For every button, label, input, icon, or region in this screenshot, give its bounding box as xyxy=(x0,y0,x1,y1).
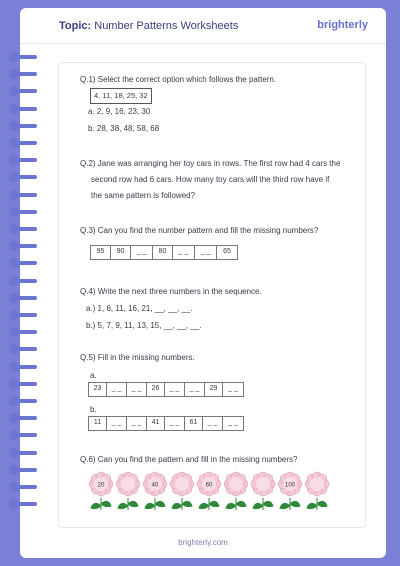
flower xyxy=(221,470,251,514)
binding-ring xyxy=(9,207,39,217)
q1-option-a: a. 2, 9, 16, 23, 30 xyxy=(88,107,151,116)
q6-flower-sequence xyxy=(86,470,336,514)
q2-line-2: second row had 6 cars. How many toy cars will the third row have if xyxy=(91,175,330,184)
seq-cell: _ _ xyxy=(195,246,217,259)
q5-sequence-b xyxy=(88,416,244,431)
spiral-binding xyxy=(9,52,39,512)
seq-cell: 41 xyxy=(147,417,165,430)
binding-ring xyxy=(9,104,39,114)
seq-cell: _ _ xyxy=(203,417,223,430)
binding-ring xyxy=(9,396,39,406)
seq-cell: _ _ xyxy=(131,246,153,259)
flower-number: 100 xyxy=(284,482,296,489)
seq-cell: 11 xyxy=(89,417,107,430)
footer-site: brighterly.com xyxy=(178,538,228,547)
seq-cell: _ _ xyxy=(107,383,127,396)
seq-cell: 29 xyxy=(205,383,223,396)
q2-line-1: Q.2) Jane was arranging her toy cars in rows. The first row had 4 cars the xyxy=(80,159,341,168)
binding-ring xyxy=(9,327,39,337)
flower xyxy=(194,470,224,514)
flower-icon xyxy=(302,470,332,514)
binding-ring xyxy=(9,482,39,492)
seq-cell: _ _ xyxy=(228,385,238,392)
topic-heading xyxy=(59,20,238,32)
flower-icon xyxy=(248,470,278,514)
q6-text: Q.6) Can you find the pattern and fill in the missing numbers? xyxy=(80,455,298,464)
flower-number: 60 xyxy=(205,482,213,489)
seq-cell: 23 xyxy=(89,383,107,396)
topic-label: Topic: xyxy=(59,20,92,32)
binding-ring xyxy=(9,86,39,96)
q5-label-a: a. xyxy=(90,371,97,380)
worksheet-header xyxy=(20,8,386,44)
flower xyxy=(275,470,305,514)
q5-label-b: b. xyxy=(90,405,97,414)
q5-sequence-a xyxy=(88,382,244,397)
seq-cell: 26 xyxy=(147,383,165,396)
flower-icon xyxy=(167,470,197,514)
q4-item-a: a.) 1, 6, 11, 16, 21, __, __, __. xyxy=(86,304,193,313)
binding-ring xyxy=(9,465,39,475)
binding-ring xyxy=(9,138,39,148)
seq-cell: _ _ xyxy=(127,383,147,396)
flower xyxy=(248,470,278,514)
binding-ring xyxy=(9,172,39,182)
flower-number: 20 xyxy=(97,482,105,489)
binding-ring xyxy=(9,499,39,509)
seq-cell: _ _ xyxy=(173,246,195,259)
q3-text: Q.3) Can you find the number pattern and fill the missing numbers? xyxy=(80,226,319,235)
q3-sequence-boxes xyxy=(90,245,238,260)
seq-cell: _ _ xyxy=(228,419,238,426)
q2-line-3: the same pattern is followed? xyxy=(91,191,196,200)
flower xyxy=(113,470,143,514)
flower-icon xyxy=(86,470,116,514)
seq-cell: _ _ xyxy=(107,417,127,430)
q4-text: Q.4) Write the next three numbers in the sequence. xyxy=(80,287,262,296)
binding-ring xyxy=(9,448,39,458)
binding-ring xyxy=(9,310,39,320)
binding-ring xyxy=(9,121,39,131)
seq-cell: 80 xyxy=(153,246,173,259)
seq-cell: 61 xyxy=(185,417,203,430)
seq-cell: _ _ xyxy=(185,383,205,396)
brighterly-logo: brighterly xyxy=(317,19,368,31)
flower xyxy=(140,470,170,514)
binding-ring xyxy=(9,224,39,234)
binding-ring xyxy=(9,430,39,440)
flower xyxy=(86,470,116,514)
binding-ring xyxy=(9,69,39,79)
flower xyxy=(167,470,197,514)
binding-ring xyxy=(9,413,39,423)
q1-option-b: b. 28, 38, 48, 58, 68 xyxy=(88,124,160,133)
seq-cell: _ _ xyxy=(165,417,185,430)
binding-ring xyxy=(9,293,39,303)
binding-ring xyxy=(9,241,39,251)
binding-ring xyxy=(9,155,39,165)
topic-title: Number Patterns Worksheets xyxy=(94,20,239,32)
flower-icon xyxy=(140,470,170,514)
flower-icon xyxy=(221,470,251,514)
seq-cell: 65 xyxy=(223,248,231,255)
flower-number: 40 xyxy=(151,482,159,489)
seq-cell: 95 xyxy=(91,246,111,259)
binding-ring xyxy=(9,258,39,268)
binding-ring xyxy=(9,276,39,286)
flower-icon xyxy=(113,470,143,514)
seq-cell: _ _ xyxy=(127,417,147,430)
seq-cell: 90 xyxy=(111,246,131,259)
binding-ring xyxy=(9,344,39,354)
binding-ring xyxy=(9,379,39,389)
q1-pattern-box: 4, 11, 18, 25, 32 xyxy=(90,88,152,104)
binding-ring xyxy=(9,362,39,372)
q5-text: Q.5) Fill in the missing numbers. xyxy=(80,353,195,362)
flower xyxy=(302,470,332,514)
q4-item-b: b.) 5, 7, 9, 11, 13, 15, __, __, __. xyxy=(86,321,202,330)
flower-icon xyxy=(194,470,224,514)
binding-ring xyxy=(9,52,39,62)
flower-icon xyxy=(275,470,305,514)
binding-ring xyxy=(9,190,39,200)
q1-text: Q.1) Select the correct option which follows the pattern. xyxy=(80,75,277,84)
seq-cell: _ _ xyxy=(165,383,185,396)
